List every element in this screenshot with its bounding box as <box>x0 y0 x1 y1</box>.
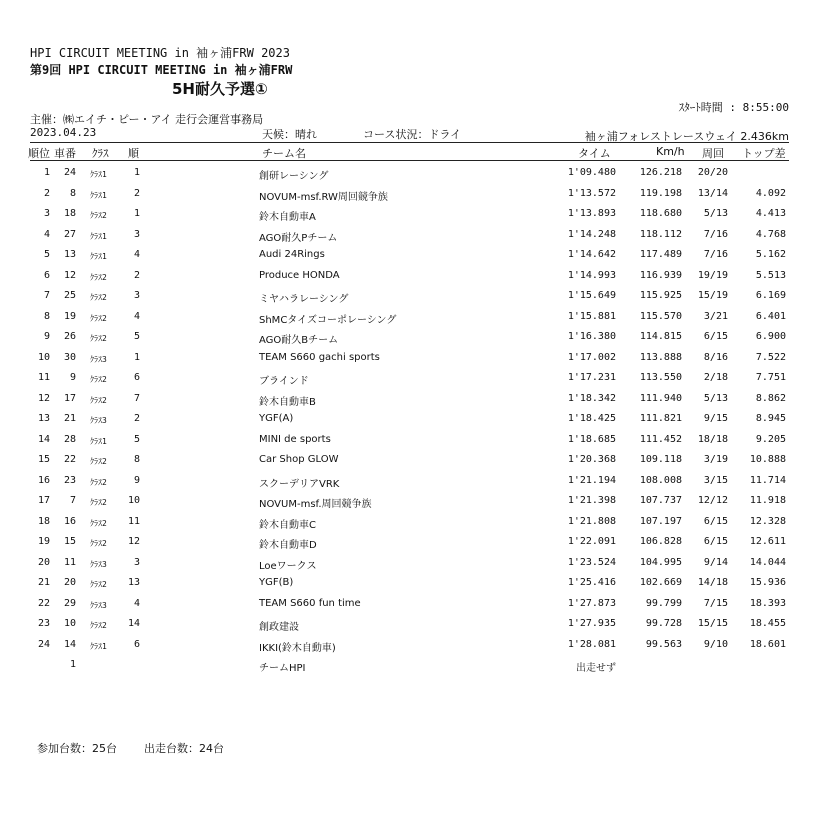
result-position: 16 <box>37 474 50 486</box>
speed-kmh: 118.680 <box>639 208 682 219</box>
speed-kmh: 118.112 <box>639 228 682 240</box>
organizer: 主催：㈱エイチ・ピー・アイ 走行会運営事務局 <box>30 113 264 126</box>
car-number: 28 <box>63 433 76 445</box>
class-rank: 5 <box>133 331 140 342</box>
car-number: 16 <box>63 515 76 527</box>
table-row <box>0 493 822 514</box>
lap-time: 1'09.480 <box>567 167 616 178</box>
lap-time: 1'23.524 <box>567 556 616 568</box>
laps: 15/15 <box>697 618 728 629</box>
team-name: 鈴木自動車D <box>259 540 317 551</box>
gap-to-top: 9.205 <box>755 433 786 445</box>
speed-kmh: 113.888 <box>639 351 682 363</box>
lap-time: 1'27.873 <box>567 597 616 609</box>
class-rank: 14 <box>127 618 140 629</box>
speed-kmh: 111.940 <box>639 392 682 404</box>
results-table <box>0 165 822 678</box>
lap-time: 1'16.380 <box>567 331 616 342</box>
team-name: 鈴木自動車A <box>259 212 316 223</box>
gap-to-top: 7.522 <box>755 351 786 363</box>
speed-kmh: 114.815 <box>639 331 682 342</box>
header-class: ｸﾗｽ <box>92 147 109 160</box>
team-name: NOVUM-msf.RW周回競争族 <box>259 191 388 203</box>
result-position: 17 <box>37 495 50 506</box>
weather: 天候：晴れ <box>262 128 317 141</box>
class-name: ｸﾗｽ3 <box>90 600 107 610</box>
class-name: ｸﾗｽ1 <box>90 231 107 241</box>
class-rank: 4 <box>133 597 140 609</box>
lap-time: 1'13.572 <box>567 187 616 199</box>
class-rank: 3 <box>133 290 140 301</box>
gap-to-top: 14.044 <box>749 556 786 568</box>
table-row <box>0 309 822 330</box>
car-number: 26 <box>63 331 76 342</box>
laps: 18/18 <box>697 433 728 445</box>
result-position: 18 <box>37 515 50 527</box>
class-rank: 2 <box>133 187 140 199</box>
table-row <box>0 268 822 289</box>
laps: 8/16 <box>703 351 728 363</box>
car-number: 13 <box>63 249 76 260</box>
result-position: 10 <box>37 351 50 363</box>
circuit-name: 袖ヶ浦フォレストレースウェイ 2.436km <box>584 130 789 143</box>
class-name: ｸﾗｽ2 <box>90 272 107 282</box>
speed-kmh: 99.799 <box>645 597 682 609</box>
result-position: 20 <box>37 556 50 568</box>
table-row <box>0 555 822 576</box>
class-rank: 1 <box>133 208 140 219</box>
speed-kmh: 115.570 <box>639 310 682 322</box>
header-laps: 周回 <box>702 147 724 160</box>
class-name: ｸﾗｽ1 <box>90 436 107 446</box>
car-number: 7 <box>69 495 76 506</box>
result-position: 6 <box>43 269 50 281</box>
result-position: 2 <box>43 187 50 199</box>
gap-to-top: 18.455 <box>749 618 786 629</box>
class-rank: 13 <box>127 577 140 588</box>
result-position: 15 <box>37 454 50 465</box>
class-name: ｸﾗｽ1 <box>90 252 107 261</box>
table-row <box>0 637 822 658</box>
gap-to-top: 18.393 <box>749 597 786 609</box>
header-gap: トップ差 <box>742 147 786 160</box>
car-number: 21 <box>63 413 76 424</box>
gap-to-top: 12.611 <box>749 536 786 547</box>
speed-kmh: 107.737 <box>639 495 682 506</box>
gap-to-top: 4.092 <box>755 187 786 199</box>
class-rank: 1 <box>133 351 140 363</box>
laps: 7/15 <box>703 597 728 609</box>
team-name: 鈴木自動車B <box>259 396 316 408</box>
gap-to-top: 5.162 <box>755 249 786 260</box>
class-rank: 2 <box>133 413 140 424</box>
header-rule-bottom <box>30 160 789 161</box>
class-name: ｸﾗｽ2 <box>90 498 107 507</box>
lap-time: 1'21.194 <box>567 474 616 486</box>
team-name: Loeワークス <box>259 560 317 572</box>
lap-time: 1'21.808 <box>567 515 616 527</box>
car-number: 22 <box>63 454 76 465</box>
title-line-1: HPI CIRCUIT MEETING in 袖ヶ浦FRW 2023 <box>30 46 290 60</box>
course-status: コース状況：ドライ <box>363 128 462 141</box>
header-team: チーム名 <box>262 147 306 160</box>
lap-time: 1'28.081 <box>567 638 616 650</box>
car-number: 8 <box>69 187 76 199</box>
team-name: MINI de sports <box>259 433 331 445</box>
class-rank: 7 <box>133 392 140 404</box>
table-row <box>0 350 822 371</box>
car-number: 24 <box>63 167 76 178</box>
table-row <box>0 616 822 637</box>
class-name: ｸﾗｽ3 <box>90 354 107 364</box>
table-row <box>0 370 822 391</box>
car-number: 18 <box>63 208 76 219</box>
team-name: Audi 24Rings <box>259 249 325 260</box>
team-name: Car Shop GLOW <box>259 454 339 465</box>
lap-time: 出走せず <box>576 663 616 674</box>
gap-to-top: 5.513 <box>755 269 786 281</box>
result-position: 24 <box>37 638 50 650</box>
table-row <box>0 288 822 309</box>
result-position: 22 <box>37 597 50 609</box>
gap-to-top: 6.401 <box>755 310 786 322</box>
laps: 6/15 <box>703 331 728 342</box>
table-row <box>0 596 822 617</box>
gap-to-top: 7.751 <box>755 372 786 383</box>
table-row <box>0 186 822 207</box>
lap-time: 1'14.993 <box>567 269 616 281</box>
class-name: ｸﾗｽ3 <box>90 416 107 425</box>
speed-kmh: 102.669 <box>639 577 682 588</box>
class-rank: 4 <box>133 249 140 260</box>
car-number: 17 <box>63 392 76 404</box>
table-row <box>0 247 822 268</box>
car-number: 10 <box>63 618 76 629</box>
class-rank: 6 <box>133 372 140 383</box>
speed-kmh: 126.218 <box>639 167 682 178</box>
table-row <box>0 391 822 412</box>
speed-kmh: 104.995 <box>639 556 682 568</box>
table-row <box>0 473 822 494</box>
start-time: ｽﾀｰﾄ時間 : 8:55:00 <box>678 101 789 114</box>
speed-kmh: 99.563 <box>645 638 682 650</box>
lap-time: 1'21.398 <box>567 495 616 506</box>
lap-time: 1'14.248 <box>567 228 616 240</box>
result-position: 8 <box>43 310 50 322</box>
gap-to-top: 15.936 <box>749 577 786 588</box>
class-name: ｸﾗｽ2 <box>90 621 107 630</box>
laps: 3/15 <box>703 474 728 486</box>
team-name: AGO耐久Pチーム <box>259 232 338 244</box>
speed-kmh: 99.728 <box>645 618 682 629</box>
speed-kmh: 111.821 <box>639 413 682 424</box>
laps: 20/20 <box>697 167 728 178</box>
team-name: TEAM S660 gachi sports <box>259 351 380 363</box>
gap-to-top: 6.169 <box>755 290 786 301</box>
speed-kmh: 119.198 <box>639 187 682 199</box>
result-position: 14 <box>37 433 50 445</box>
car-number: 14 <box>63 638 76 650</box>
laps: 6/15 <box>703 536 728 547</box>
laps: 6/15 <box>703 515 728 527</box>
class-rank: 3 <box>133 228 140 240</box>
lap-time: 1'17.002 <box>567 351 616 363</box>
speed-kmh: 109.118 <box>639 454 682 465</box>
table-row <box>0 165 822 186</box>
team-name: YGF(B) <box>259 577 294 588</box>
class-rank: 11 <box>127 515 140 527</box>
car-number: 9 <box>69 372 76 383</box>
lap-time: 1'22.091 <box>567 536 616 547</box>
car-number: 29 <box>63 597 76 609</box>
class-name: ｸﾗｽ2 <box>90 457 107 466</box>
speed-kmh: 106.828 <box>639 536 682 547</box>
laps: 2/18 <box>703 372 728 383</box>
team-name: NOVUM-msf.周回競争族 <box>259 499 372 510</box>
car-number: 25 <box>63 290 76 301</box>
car-number: 1 <box>69 659 76 670</box>
header-kmh: Km/h <box>656 145 685 158</box>
class-name: ｸﾗｽ3 <box>90 559 107 569</box>
result-position: 13 <box>37 413 50 424</box>
car-number: 27 <box>63 228 76 240</box>
gap-to-top: 6.900 <box>755 331 786 342</box>
gap-to-top: 8.945 <box>755 413 786 424</box>
lap-time: 1'13.893 <box>567 208 616 219</box>
gap-to-top: 10.888 <box>749 454 786 465</box>
table-row <box>0 657 822 678</box>
team-name: IKKI(鈴木自動車) <box>259 642 336 654</box>
result-position: 3 <box>43 208 50 219</box>
table-row <box>0 411 822 432</box>
team-name: TEAM S660 fun time <box>259 597 361 609</box>
class-name: ｸﾗｽ2 <box>90 293 107 302</box>
gap-to-top: 11.918 <box>749 495 786 506</box>
class-rank: 8 <box>133 454 140 465</box>
lap-time: 1'17.231 <box>567 372 616 383</box>
header-rule-top <box>30 142 789 143</box>
class-rank: 5 <box>133 433 140 445</box>
car-number: 20 <box>63 577 76 588</box>
table-row <box>0 575 822 596</box>
result-position: 19 <box>37 536 50 547</box>
header-car-no: 車番 <box>54 147 76 160</box>
speed-kmh: 113.550 <box>639 372 682 383</box>
class-name: ｸﾗｽ1 <box>90 170 107 179</box>
gap-to-top: 18.601 <box>749 638 786 650</box>
result-position: 23 <box>37 618 50 629</box>
result-position: 11 <box>37 372 50 383</box>
laps: 14/18 <box>697 577 728 588</box>
car-number: 12 <box>63 269 76 281</box>
class-name: ｸﾗｽ2 <box>90 580 107 589</box>
laps: 7/16 <box>703 228 728 240</box>
laps: 9/14 <box>703 556 728 568</box>
team-name: AGO耐久Bチーム <box>259 335 339 346</box>
class-name: ｸﾗｽ2 <box>90 211 107 220</box>
header-class-rank: 順 <box>128 147 139 160</box>
result-position: 12 <box>37 392 50 404</box>
table-row <box>0 534 822 555</box>
class-name: ｸﾗｽ2 <box>90 518 107 528</box>
lap-time: 1'25.416 <box>567 577 616 588</box>
laps: 3/21 <box>703 310 728 322</box>
class-rank: 10 <box>127 495 140 506</box>
event-date: 2023.04.23 <box>30 126 97 139</box>
gap-to-top: 4.768 <box>755 228 786 240</box>
lap-time: 1'18.342 <box>567 392 616 404</box>
team-name: スクーデリアVRK <box>259 478 340 490</box>
class-rank: 6 <box>133 638 140 650</box>
result-position: 9 <box>43 331 50 342</box>
laps: 5/13 <box>703 208 728 219</box>
table-row <box>0 206 822 227</box>
team-name: ShMCタイズコーポレーシング <box>259 314 397 326</box>
car-number: 11 <box>63 556 76 568</box>
team-name: Produce HONDA <box>259 269 340 281</box>
class-rank: 2 <box>133 269 140 281</box>
starters-count: 出走台数：24台 <box>144 742 224 755</box>
speed-kmh: 108.008 <box>639 474 682 486</box>
gap-to-top: 8.862 <box>755 392 786 404</box>
lap-time: 1'18.685 <box>567 433 616 445</box>
team-name: 創政建設 <box>259 622 299 633</box>
table-row <box>0 514 822 535</box>
title-line-2: 第9回 HPI CIRCUIT MEETING in 袖ヶ浦FRW <box>30 63 293 77</box>
lap-time: 1'15.881 <box>567 310 616 322</box>
class-rank: 3 <box>133 556 140 568</box>
lap-time: 1'14.642 <box>567 249 616 260</box>
team-name: チームHPI <box>259 663 306 674</box>
class-name: ｸﾗｽ1 <box>90 190 107 200</box>
class-rank: 4 <box>133 310 140 322</box>
class-name: ｸﾗｽ2 <box>90 395 107 405</box>
gap-to-top: 4.413 <box>755 208 786 219</box>
team-name: ミヤハラレーシング <box>259 294 349 305</box>
car-number: 23 <box>63 474 76 486</box>
car-number: 19 <box>63 310 76 322</box>
lap-time: 1'18.425 <box>567 413 616 424</box>
team-name: 創研レーシング <box>259 171 329 182</box>
speed-kmh: 107.197 <box>639 515 682 527</box>
team-name: ブラインド <box>259 376 309 387</box>
speed-kmh: 115.925 <box>639 290 682 301</box>
laps: 19/19 <box>697 269 728 281</box>
laps: 5/13 <box>703 392 728 404</box>
result-position: 5 <box>43 249 50 260</box>
header-time: タイム <box>578 147 611 160</box>
class-name: ｸﾗｽ2 <box>90 375 107 384</box>
class-name: ｸﾗｽ1 <box>90 641 107 651</box>
result-position: 7 <box>43 290 50 301</box>
laps: 3/19 <box>703 454 728 465</box>
lap-time: 1'27.935 <box>567 618 616 629</box>
class-name: ｸﾗｽ2 <box>90 539 107 548</box>
class-rank: 1 <box>133 167 140 178</box>
speed-kmh: 111.452 <box>639 433 682 445</box>
table-row <box>0 329 822 350</box>
laps: 9/15 <box>703 413 728 424</box>
class-rank: 12 <box>127 536 140 547</box>
class-name: ｸﾗｽ2 <box>90 477 107 487</box>
result-position: 1 <box>43 167 50 178</box>
table-row <box>0 227 822 248</box>
laps: 7/16 <box>703 249 728 260</box>
header-pos: 順位 <box>28 147 50 160</box>
result-position: 21 <box>37 577 50 588</box>
table-row <box>0 452 822 473</box>
team-name: 鈴木自動車C <box>259 519 316 531</box>
lap-time: 1'20.368 <box>567 454 616 465</box>
speed-kmh: 117.489 <box>639 249 682 260</box>
table-row <box>0 432 822 453</box>
gap-to-top: 12.328 <box>749 515 786 527</box>
laps: 12/12 <box>697 495 728 506</box>
class-name: ｸﾗｽ2 <box>90 334 107 343</box>
car-number: 15 <box>63 536 76 547</box>
laps: 13/14 <box>697 187 728 199</box>
entries-count: 参加台数：25台 <box>37 742 117 755</box>
lap-time: 1'15.649 <box>567 290 616 301</box>
team-name: YGF(A) <box>259 413 294 424</box>
class-name: ｸﾗｽ2 <box>90 313 107 323</box>
car-number: 30 <box>63 351 76 363</box>
gap-to-top: 11.714 <box>749 474 786 486</box>
class-rank: 9 <box>133 474 140 486</box>
laps: 15/19 <box>697 290 728 301</box>
session-title: 5H耐久予選① <box>172 80 268 98</box>
speed-kmh: 116.939 <box>639 269 682 281</box>
laps: 9/10 <box>703 638 728 650</box>
result-position: 4 <box>43 228 50 240</box>
